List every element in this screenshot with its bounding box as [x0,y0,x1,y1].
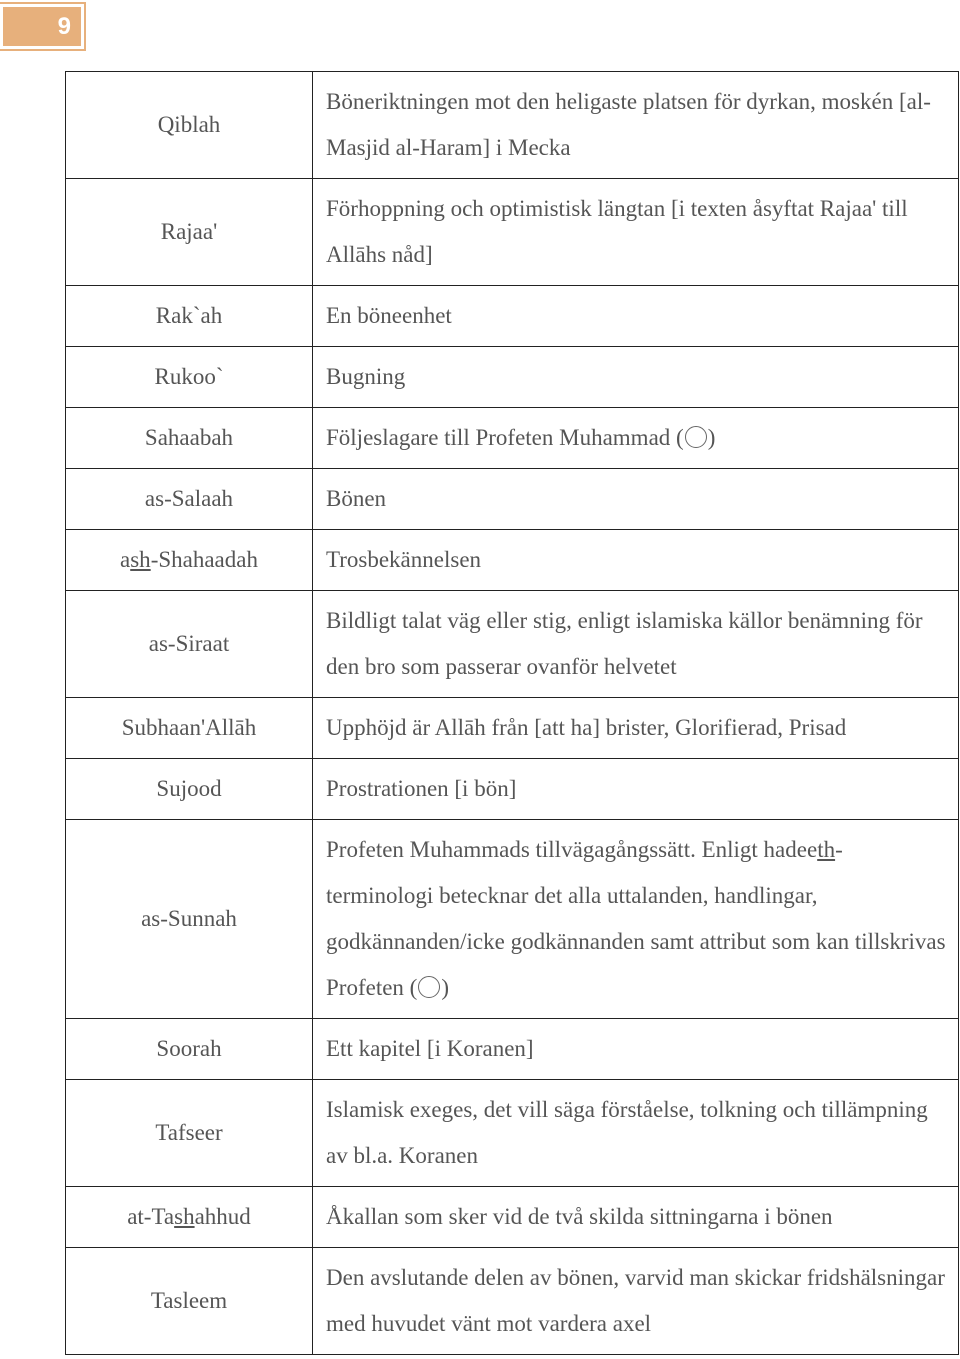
term-tasleem: Tasleem [66,1248,313,1355]
definition-tafseer: Islamisk exeges, det vill säga förståelse, tolkning och tillämpning av bl.a. Koranen [313,1080,959,1187]
definition-rajaa: Förhoppning och optimistisk längtan [i texten åsyftat Rajaa' till Allāhs nåd] [313,179,959,286]
definition-text: Följeslagare till Profeten Muhammad ( [326,425,684,450]
table-row [66,286,959,347]
term-subhaanallah: Subhaan'Allāh [66,698,313,759]
term-text: at-Ta [127,1204,175,1229]
definition-text: -terminologi betecknar det alla uttalanden, handlingar, godkännanden/icke godkännanden samt attribut som kan tillskrivas Profeten ( [326,837,946,1000]
term-rakah: Rak`ah [66,286,313,347]
term-text: a [120,547,131,572]
table-row [66,530,959,591]
definition-rakah: En böneenhet [313,286,959,347]
table-row [66,759,959,820]
definition-rukoo: Bugning [313,347,959,408]
glossary-table [65,71,959,1355]
definition-at-tashahhud: Åkallan som sker vid de två skilda sittningarna i bönen [313,1187,959,1248]
definition-sujood: Prostrationen [i bön] [313,759,959,820]
definition-sahaabah [313,408,959,469]
term-qiblah: Qiblah [66,72,313,179]
term-ash-shahaadah [66,530,313,591]
definition-tasleem: Den avslutande delen av bönen, varvid man skickar fridshälsningar med huvudet vänt mot vardera axel [313,1248,959,1355]
table-row [66,179,959,286]
page-number: 9 [57,12,71,40]
table-row [66,72,959,179]
term-as-siraat: as-Siraat [66,591,313,698]
term-text: ahhud [194,1204,251,1229]
definition-text-end: ) [707,425,716,450]
term-sujood: Sujood [66,759,313,820]
salutation-seal-icon [418,976,440,998]
definition-as-salaah: Bönen [313,469,959,530]
term-at-tashahhud [66,1187,313,1248]
term-soorah: Soorah [66,1019,313,1080]
term-rajaa: Rajaa' [66,179,313,286]
term-sahaabah: Sahaabah [66,408,313,469]
definition-text-end: ) [441,975,449,1000]
page-number-badge [0,4,84,49]
table-row [66,347,959,408]
table-row [66,698,959,759]
table-row [66,591,959,698]
definition-soorah: Ett kapitel [i Koranen] [313,1019,959,1080]
term-text-underlined: sh [130,547,151,572]
term-as-sunnah: as-Sunnah [66,820,313,1019]
table-row [66,469,959,530]
definition-qiblah: Böneriktningen mot den heligaste platsen för dyrkan, moskén [al-Masjid al-Haram] i Mecka [313,72,959,179]
definition-ash-shahaadah: Trosbekännelsen [313,530,959,591]
table-row [66,1248,959,1355]
term-text: -Shahaadah [150,547,258,572]
term-text-underlined: sh [174,1204,195,1229]
term-as-salaah: as-Salaah [66,469,313,530]
term-rukoo: Rukoo` [66,347,313,408]
table-row [66,408,959,469]
table-row [66,1187,959,1248]
table-row [66,1019,959,1080]
term-tafseer: Tafseer [66,1080,313,1187]
table-row [66,820,959,1019]
definition-text: Profeten Muhammads tillvägagångssätt. Enligt hadee [326,837,818,862]
definition-as-sunnah [313,820,959,1019]
salutation-seal-icon [685,426,707,448]
definition-text-underlined: th [817,837,836,862]
table-row [66,1080,959,1187]
definition-subhaanallah: Upphöjd är Allāh från [att ha] brister, Glorifierad, Prisad [313,698,959,759]
definition-as-siraat: Bildligt talat väg eller stig, enligt islamiska källor benämning för den bro som passerar ovanför helvetet [313,591,959,698]
